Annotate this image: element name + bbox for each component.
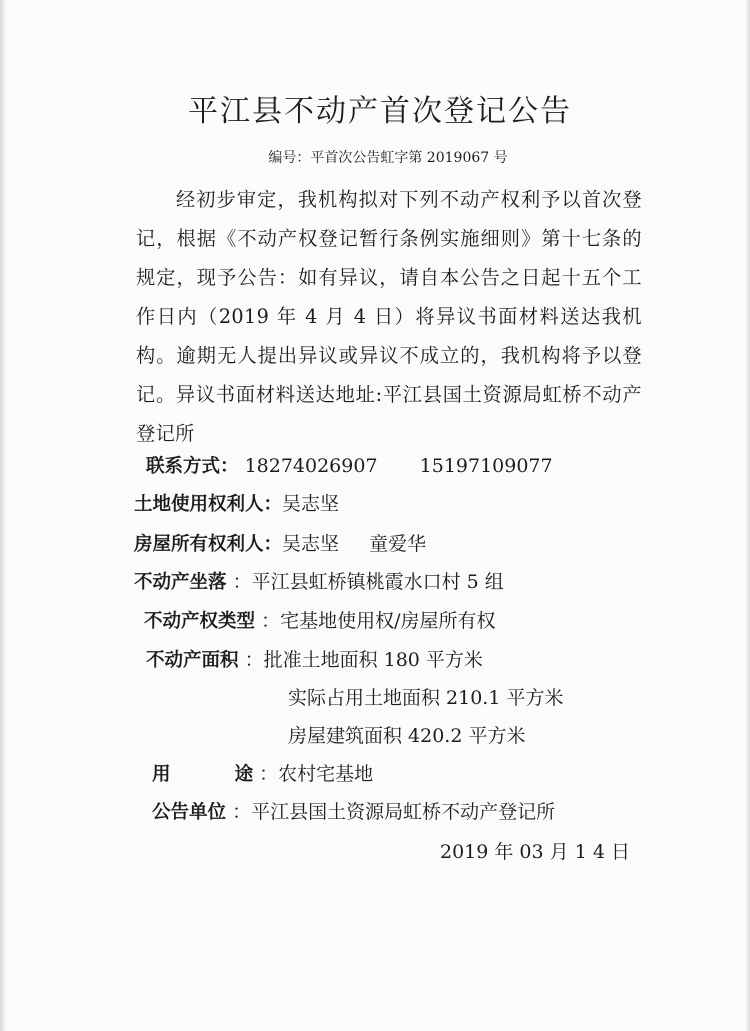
land-holder-label: 土地使用权利人： (134, 494, 283, 515)
usage-row (152, 760, 373, 789)
location-value: ：平江县虹桥镇桃霞水口村 5 组 (232, 571, 504, 593)
contact-phone-1: 18274026907 (244, 455, 378, 477)
area-approved: ：批准土地面积 180 平方米 (244, 649, 483, 671)
location-label: 不动产坐落 (134, 572, 227, 593)
right-type-row (144, 607, 495, 636)
notice-date: 2019 年 03 月 1 4 日 (440, 841, 630, 863)
area-actual: 实际占用土地面积 210.1 平方米 (288, 687, 564, 709)
right-type-label: 不动产权类型 (144, 611, 256, 632)
usage-label-char-1: 用 (152, 764, 171, 785)
contact-row (146, 452, 553, 481)
notice-title: 平江县不动产首次登记公告 (188, 94, 572, 129)
location-row (134, 568, 504, 597)
publisher-row (152, 798, 555, 827)
house-owner-row (134, 530, 426, 559)
land-holder-value: 吴志坚 (282, 493, 340, 515)
area-label: 不动产面积 (146, 650, 239, 671)
contact-label: 联系方式： (146, 456, 239, 477)
right-type-value: ：宅基地使用权/房屋所有权 (261, 610, 496, 632)
contact-phone-2: 15197109077 (419, 455, 553, 477)
usage-label-char-2: 途 (234, 764, 254, 785)
area-row (146, 646, 483, 675)
publisher-value: ：平江县国土资源局虹桥不动产登记所 (232, 801, 556, 823)
house-owner-value-2: 童爱华 (369, 533, 427, 555)
area-building: 房屋建筑面积 420.2 平方米 (288, 725, 526, 747)
area-building-row (288, 722, 525, 750)
house-owner-value-1: 吴志坚 (282, 533, 340, 555)
land-holder-row (134, 490, 339, 519)
notice-body: 经初步审定，我机构拟对下列不动产权利予以首次登记，根据《不动产权登记暂行条例实施细则》第十七条的规定，现予公告：如有异议，请自本公告之日起十五个工作日内（2019 年 4 月 4 日）将异议书面材料送达我机构。逾期无人提出异议或异议不成立的，我机构将予以登记。异议书面材料送达地址:平江县国土资源局虹桥不动产登记所 (136, 188, 642, 445)
usage-value: ：农村宅基地 (259, 763, 374, 785)
area-actual-row (288, 684, 563, 712)
publisher-label: 公告单位 (152, 802, 227, 823)
notice-number: 编号：平首次公告虹字第 2019067 号 (268, 150, 508, 166)
house-owner-label: 房屋所有权利人： (134, 534, 283, 555)
